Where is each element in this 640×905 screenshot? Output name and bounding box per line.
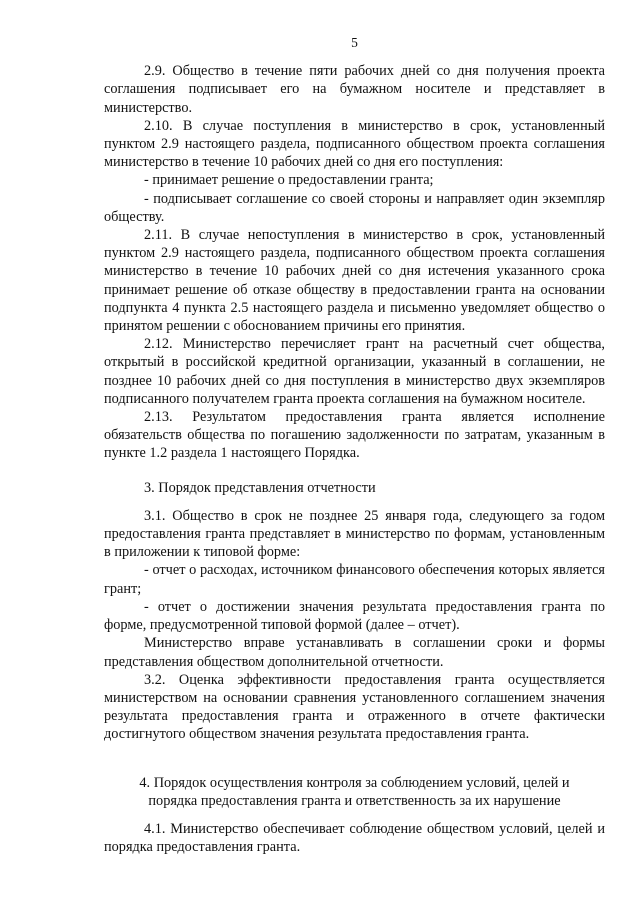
paragraph-3-1: 3.1. Общество в срок не позднее 25 января года, следующего за годом предоставления гранта представляет в министерство по формам, установленным в приложении к типовой форме: (104, 507, 605, 561)
section-4-title-line2: порядка предоставления гранта и ответственность за их нарушение (148, 792, 561, 809)
paragraph-3-2: 3.2. Оценка эффективности предоставления гранта осуществляется министерством на основании сравнения установленного соглашением значения результата предоставления гранта и отраженного в отчете фактически достигнутого обществом значения результата предоставления гранта. (104, 671, 605, 743)
list-item: - подписывает соглашение со своей стороны и направляет один экземпляр обществу. (104, 190, 605, 225)
paragraph-2-12: 2.12. Министерство перечисляет грант на расчетный счет общества, открытый в российской кредитной организации, указанный в соглашении, не позднее 10 рабочих дней со дня поступления в министерство двух экземпляров подписанного получателем гранта проекта соглашения на бумажном носителе. (104, 336, 605, 407)
paragraph-2-13: 2.13. Результатом предоставления гранта является исполнение обязательств общества по погашению задолженности по затратам, указанным в пункте 1.2 раздела 1 настоящего Порядка. (104, 409, 605, 462)
list-item: - принимает решение о предоставлении гранта; (144, 172, 434, 189)
page-number: 5 (351, 35, 358, 50)
paragraph-2-9: 2.9. Общество в течение пяти рабочих дней со дня получения проекта соглашения подписывает его на бумажном носителе и представляет в министерство. (104, 63, 605, 116)
paragraph-3-note: Министерство вправе устанавливать в соглашении сроки и формы представления обществом дополнительной отчетности. (104, 635, 605, 670)
list-item: - отчет о достижении значения результата предоставления гранта по форме, предусмотренной типовой формой (далее – отчет). (104, 598, 605, 634)
paragraph-2-10: 2.10. В случае поступления в министерство в срок, установленный пунктом 2.9 настоящего раздела, подписанного обществом проекта соглашения министерство в течение 10 рабочих дней со дня его поступления: (104, 117, 605, 171)
paragraph-4-1: 4.1. Министерство обеспечивает соблюдение обществом условий, целей и порядка предоставления гранта. (104, 820, 605, 856)
list-item: - отчет о расходах, источником финансового обеспечения которых является грант; (104, 562, 605, 597)
section-3-title: 3. Порядок представления отчетности (144, 479, 376, 496)
section-4-title-line1: 4. Порядок осуществления контроля за соблюдением условий, целей и (139, 774, 570, 791)
paragraph-2-11: 2.11. В случае непоступления в министерство в срок, установленный пунктом 2.9 настоящего раздела, подписанного обществом проекта соглашения министерство в течение 10 рабочих дней со дня истечения указанного срока принимает решение об отказе обществу в предоставлении гранта на основании подпункта 4 пункта 2.5 настоящего раздела и письменно уведомляет общество о принятом решении с обоснованием причины его принятия. (104, 227, 605, 335)
